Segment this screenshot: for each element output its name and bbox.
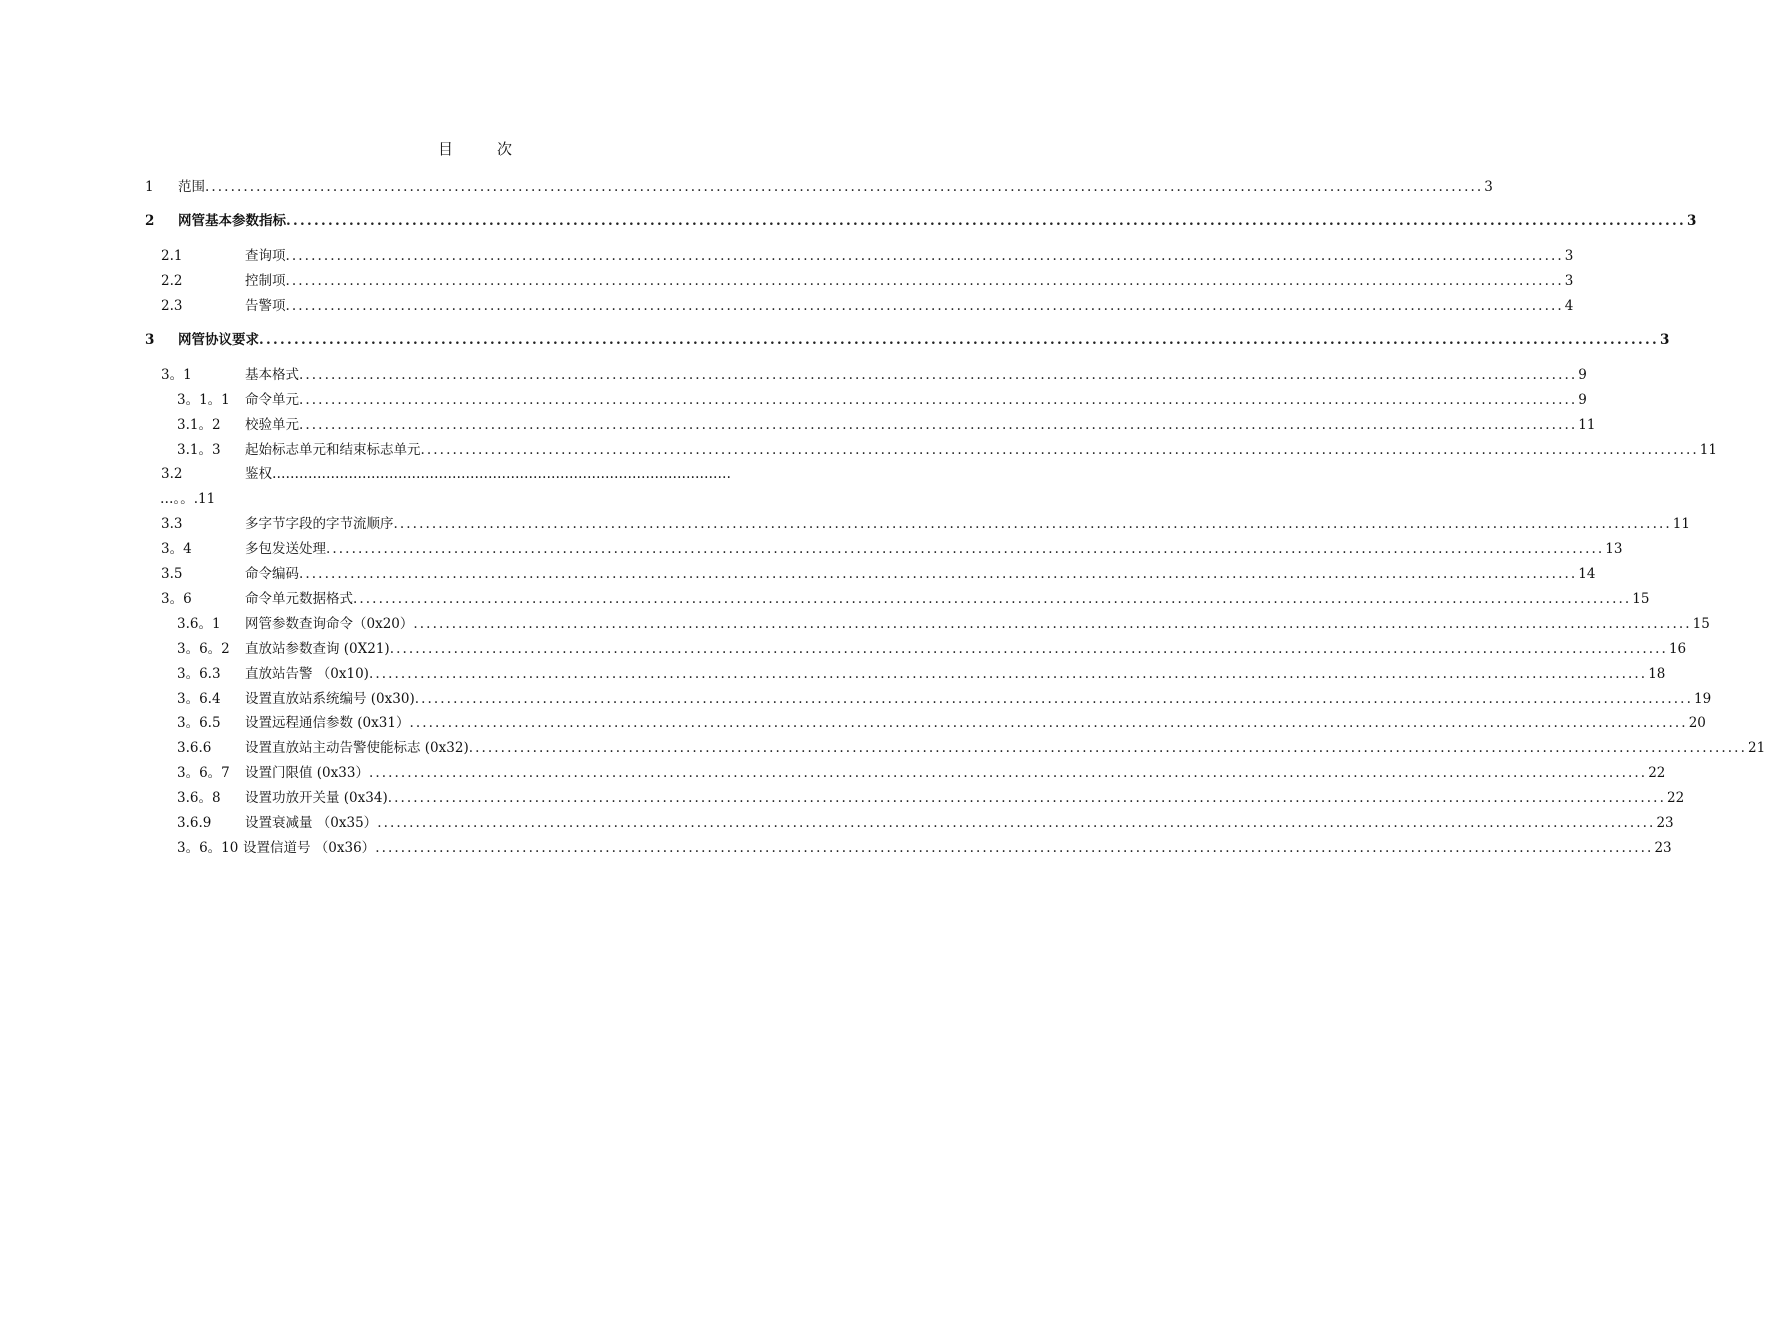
toc-entry[interactable]: [0, 813, 1674, 833]
toc-entry[interactable]: [0, 415, 1596, 435]
toc-entry-body: [245, 713, 1706, 733]
toc-entry-title: 设置门限值 (0x33）: [245, 765, 369, 781]
toc-entry[interactable]: [0, 713, 1706, 733]
toc-entry-number: 2.3: [161, 298, 183, 314]
toc-dot-leader: ........................................................................................................................................................................................................: [420, 442, 1699, 458]
toc-dot-leader: ........................................................................................................................................................................................................: [377, 815, 1656, 831]
toc-dot-leader: ........................................................................................................................................................................................................: [299, 367, 1578, 383]
toc-entry-title: 起始标志单元和结束标志单元: [245, 442, 421, 458]
toc-entry-number: 3.6.9: [177, 815, 212, 831]
toc-entry[interactable]: [0, 614, 1710, 634]
toc-entry[interactable]: [0, 271, 1574, 291]
toc-entry-title: 多包发送处理: [245, 541, 326, 557]
toc-entry-body: [245, 738, 1765, 758]
toc-entry[interactable]: [0, 788, 1685, 808]
toc-title-left: 目: [437, 140, 453, 158]
toc-entry-page-number: 20: [1688, 715, 1706, 731]
toc-dot-leader: ........................................................................................................................................................................................................: [375, 840, 1654, 856]
toc-entry[interactable]: [0, 440, 1717, 460]
toc-entry-page-number: 22: [1666, 790, 1685, 806]
toc-entry-title: 设置衰减量 （0x35）: [245, 815, 378, 831]
toc-dot-leader: ........................................................................................................................................................................................................: [299, 392, 1578, 408]
toc-entry-title: 命令编码: [245, 566, 299, 582]
toc-entry-title: 网管基本参数指标: [178, 213, 286, 229]
toc-entry-body: [245, 271, 1574, 291]
toc-entry-page-number: 21: [1747, 740, 1765, 756]
toc-dot-leader: ........................................................................................................................................................................................................: [468, 740, 1747, 756]
toc-entry-number: 3.6。8: [177, 790, 221, 806]
toc-entry[interactable]: [0, 564, 1596, 584]
toc-dot-leader: ........................................................................................................................................................................................................: [368, 666, 1648, 682]
toc-entry-title: 设置信道号 （0x36）: [243, 840, 376, 856]
toc-entry-title: 命令单元: [245, 392, 299, 408]
toc-entry-page-number: 22: [1648, 765, 1666, 781]
toc-dot-leader: ........................................................................................................................................................................................................: [285, 273, 1564, 289]
toc-entry-number: 2.2: [161, 273, 183, 289]
toc-entry-number: 2: [145, 213, 155, 229]
toc-entry[interactable]: [0, 738, 1765, 758]
toc-entry[interactable]: [0, 639, 1687, 659]
toc-entry-number: 3。4: [161, 541, 192, 557]
toc-entry-page-number: 3: [1564, 248, 1574, 264]
toc-entry-body: [243, 838, 1672, 858]
toc-entry-number: 2.1: [161, 248, 183, 264]
toc-entry[interactable]: [0, 514, 1690, 534]
toc-entry-number: 3。6。10: [177, 840, 239, 856]
toc-entry[interactable]: [0, 365, 1587, 385]
toc-entry-page-number: 14: [1578, 566, 1596, 582]
toc-entry-number: 3.3: [161, 516, 183, 532]
toc-entry-body: [245, 614, 1710, 634]
toc-entry-title: 范围: [178, 179, 205, 195]
toc-entry-body: [245, 390, 1587, 410]
toc-dot-leader: ........................................................................................................................................................................................................: [409, 715, 1688, 731]
toc-entry-title: 基本格式: [245, 367, 299, 383]
toc-entry-body: [245, 813, 1674, 833]
toc-entry-number: 1: [145, 179, 154, 195]
toc-entry-number: 3.5: [161, 566, 183, 582]
toc-entry-page-number: 11: [1699, 442, 1717, 458]
toc-entry-title: 设置直放站系统编号 (0x30): [245, 691, 415, 707]
toc-dot-leader: ........................................................................................................................................................................................................: [286, 213, 1686, 229]
toc-dot-leader: ........................................................................................................................................................................................................: [353, 591, 1632, 607]
toc-entry-number: 3。6。2: [177, 641, 230, 657]
toc-entry-body: [245, 788, 1685, 808]
toc-continuation-3-2: …。。.11: [160, 491, 216, 507]
toc-entry-body: [245, 589, 1650, 609]
toc-entry-body: [245, 365, 1587, 385]
toc-entry-title: 直放站告警 （0x10): [245, 666, 369, 682]
toc-entry[interactable]: [0, 464, 950, 484]
toc-entry[interactable]: [0, 589, 1650, 609]
toc-entry-body: [245, 464, 780, 484]
toc-title-right: 次: [497, 140, 513, 158]
toc-entry-page-number: 23: [1656, 815, 1674, 831]
toc-entry-title: 直放站参数查询 (0X21): [245, 641, 390, 657]
toc-entry-number: 3。1。1: [177, 392, 230, 408]
toc-entry-number: 3.6。1: [177, 616, 221, 632]
toc-entry-page-number: 3: [1564, 273, 1574, 289]
toc-entry-title: 设置功放开关量 (0x34): [245, 790, 388, 806]
toc-entry-number: 3.1。2: [177, 417, 221, 433]
toc-entry-number: 3。6.5: [177, 715, 221, 731]
toc-entry-body: [245, 514, 1690, 534]
toc-entry-number: 3。6: [161, 591, 192, 607]
toc-entry-title: 多字节字段的字节流顺序: [245, 516, 394, 532]
toc-dot-leader: ........................................................................................................................................................................................................: [299, 417, 1578, 433]
toc-entry[interactable]: [0, 689, 1712, 709]
toc-entry-page-number: 13: [1605, 541, 1623, 557]
toc-entry-body: [245, 639, 1687, 659]
toc-entry-page-number: 16: [1668, 641, 1687, 657]
toc-entry-body: [178, 177, 1493, 197]
toc-entry[interactable]: [0, 664, 1666, 684]
toc-entry-page-number: 9: [1578, 392, 1587, 408]
toc-entry-page-number: 9: [1578, 367, 1587, 383]
toc-dot-leader: ........................................................................................................................................................................................................: [414, 691, 1693, 707]
toc-entry-body: [245, 539, 1623, 559]
toc-entry-title: 鉴权…………………………………………………………………………………………: [245, 466, 731, 482]
toc-entry-body: [178, 211, 1697, 231]
toc-entry-title: 控制项: [245, 273, 286, 289]
toc-title: [0, 138, 950, 159]
toc-dot-leader: ........................................................................................................................................................................................................: [326, 541, 1605, 557]
toc-dot-leader: ........................................................................................................................................................................................................: [259, 332, 1659, 348]
toc-dot-leader: ........................................................................................................................................................................................................: [393, 516, 1672, 532]
toc-entry-number: 3。6。7: [177, 765, 230, 781]
toc-entry-body: [245, 415, 1596, 435]
toc-dot-leader: ........................................................................................................................................................................................................: [285, 298, 1564, 314]
toc-entry[interactable]: [0, 246, 1574, 266]
toc-dot-leader: ........................................................................................................................................................................................................: [368, 765, 1648, 781]
toc-entry[interactable]: [0, 390, 1587, 410]
toc-entry-number: 3。6.4: [177, 691, 221, 707]
toc-entry[interactable]: [0, 330, 1670, 350]
toc-entry[interactable]: [0, 296, 1574, 316]
toc-entry-body: [245, 246, 1574, 266]
toc-dot-leader: ........................................................................................................................................................................................................: [389, 641, 1668, 657]
toc-entry-page-number: 15: [1692, 616, 1710, 632]
toc-entry-body: [245, 689, 1712, 709]
toc-entry-title: 告警项: [245, 298, 286, 314]
toc-entry[interactable]: [0, 211, 1697, 231]
toc-entry-number: 3。1: [161, 367, 192, 383]
toc-entry-body: [245, 440, 1717, 460]
toc-entry-page-number: 18: [1648, 666, 1666, 682]
toc-entry[interactable]: [0, 763, 1666, 783]
toc-entry-number: 3。6.3: [177, 666, 221, 682]
toc-entry-title: 网管协议要求: [178, 332, 259, 348]
toc-entry-title: 查询项: [245, 248, 286, 264]
toc-dot-leader: ........................................................................................................................................................................................................: [299, 566, 1578, 582]
toc-entry-page-number: 15: [1632, 591, 1650, 607]
toc-dot-leader: ........................................................................................................................................................................................................: [205, 179, 1484, 195]
toc-entry-body: [245, 296, 1574, 316]
toc-entry-title: 校验单元: [245, 417, 299, 433]
toc-entry-title: 设置远程通信参数 (0x31）: [245, 715, 410, 731]
toc-entry-number: 3.1。3: [177, 442, 221, 458]
toc-entry-page-number: 11: [1672, 516, 1690, 532]
toc-entry[interactable]: [0, 838, 1672, 858]
toc-entry-page-number: 23: [1654, 840, 1672, 856]
toc-entry-page-number: 3: [1687, 213, 1697, 229]
toc-dot-leader: ........................................................................................................................................................................................................: [285, 248, 1564, 264]
toc-entry-title: 设置直放站主动告警使能标志 (0x32): [245, 740, 469, 756]
toc-entry-body: [245, 564, 1596, 584]
toc-entry-title: 网管参数查询命令（0x20）: [245, 616, 414, 632]
toc-entry-page-number: 4: [1564, 298, 1574, 314]
toc-entry-page-number: 11: [1578, 417, 1596, 433]
toc-entry-page-number: 19: [1693, 691, 1712, 707]
toc-entry-page-number: 3: [1484, 179, 1493, 195]
toc-entry-body: [178, 330, 1670, 350]
toc-dot-leader: ........................................................................................................................................................................................................: [413, 616, 1692, 632]
toc-entry[interactable]: [0, 539, 1623, 559]
toc-entry-number: 3.2: [161, 466, 183, 482]
toc-entry-body: [245, 664, 1666, 684]
toc-entry-body: [245, 763, 1666, 783]
toc-entry-title: 命令单元数据格式: [245, 591, 353, 607]
toc-entry-number: 3: [145, 332, 155, 348]
toc-entry[interactable]: [0, 177, 1493, 197]
toc-dot-leader: ........................................................................................................................................................................................................: [387, 790, 1666, 806]
toc-entry-page-number: 3: [1660, 332, 1670, 348]
toc-entry-number: 3.6.6: [177, 740, 212, 756]
